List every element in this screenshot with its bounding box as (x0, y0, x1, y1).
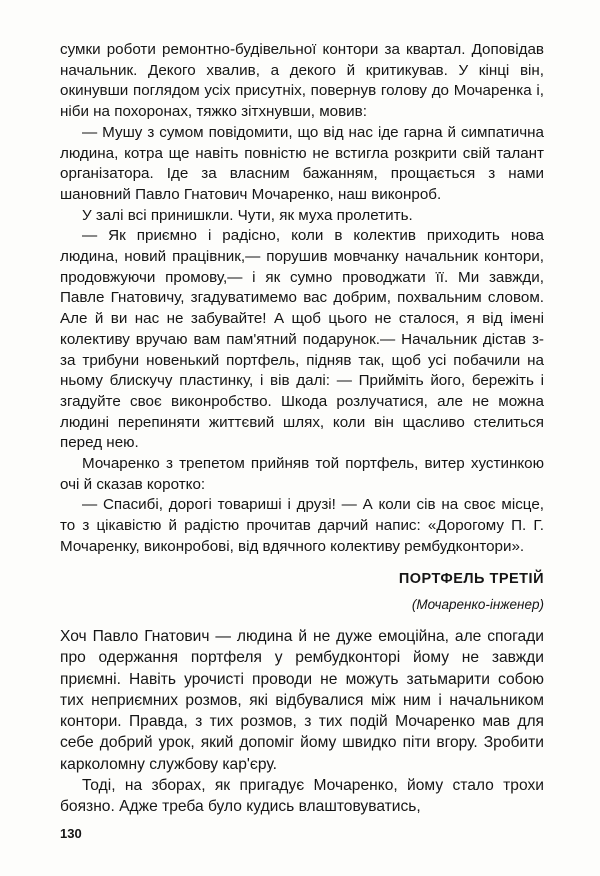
chapter-heading: ПОРТФЕЛЬ ТРЕТІЙ (398, 571, 544, 587)
paragraph: — Як приємно і радісно, коли в колектив приходить нова людина, новий працівник,— порушив мовчанку начальник контори, продовжуючи промову,— і як сумно проводжати її. Ми завжди, Павле Гнатовичу, згадуватимемо вас добрим, похвальним словом. Але й ви нас не забувайте! А щоб цього не сталося, я від імені колективу вручаю вам пам'ятний подарунок.— Начальник дістав з-за трибуни новенький портфель, підняв так, щоб усі побачили на ньому блискучу пластинку, і вів далі: — Прийміть його, бережіть і згадуйте своє виконробство. Шкода розлучатися, але не можна людині перепиняти життєвий шлях, коли він щасливо стелиться перед нею. (60, 227, 544, 452)
paragraph: У залі всі принишкли. Чути, як муха пролетить. (82, 206, 413, 224)
page-number: 130 (60, 826, 82, 841)
text-block-bottom (60, 626, 544, 818)
paragraph: Хоч Павло Гнатович — людина й не дуже емоційна, але спогади про одержання портфеля у рембудконторі йому не завжди приємні. Навіть урочисті проводи не можуть затьмарити собою тих неприємних розмов, які відбувалися між ним і начальником контори. Правда, з тих розмов, з тих подій Мочаренко мав для себе добрий урок, який допоміг йому швидко піти вгору. Зробити карколомну службову кар'єру. (60, 628, 544, 773)
paragraph: — Спасибі, дорогі товариші і друзі! — А коли сів на своє місце, то з цікавістю й радістю прочитав дарчий напис: «Дорогому П. Г. Мочаренку, виконробові, від вдячного колективу рембудконтори». (60, 496, 544, 555)
paragraph: Тоді, на зборах, як пригадує Мочаренко, йому стало трохи боязно. Адже треба було кудись влаштовуватись, (60, 777, 544, 816)
chapter-subheading: (Мочаренко-інженер) (411, 597, 544, 612)
paragraph: сумки роботи ремонтно-будівельної контори за квартал. Доповідав начальник. Декого хвалив, а декого й критикував. У кінці він, окинувши поглядом усіх присутніх, повернув голову до Мочаренка і, ніби на похоронах, тяжко зітхнувши, мовив: (60, 41, 544, 121)
paragraph: — Мушу з сумом повідомити, що від нас іде гарна й симпатична людина, котра ще навіть повністю не встигла розкрити свій талант організатора. Іде за власним бажанням, прощається з нами шановний Павло Гнатович Мочаренко, наш виконроб. (60, 123, 544, 203)
paragraph: Мочаренко з трепетом прийняв той портфель, витер хустинкою очі й сказав коротко: (60, 455, 544, 493)
text-block-top (60, 40, 544, 558)
